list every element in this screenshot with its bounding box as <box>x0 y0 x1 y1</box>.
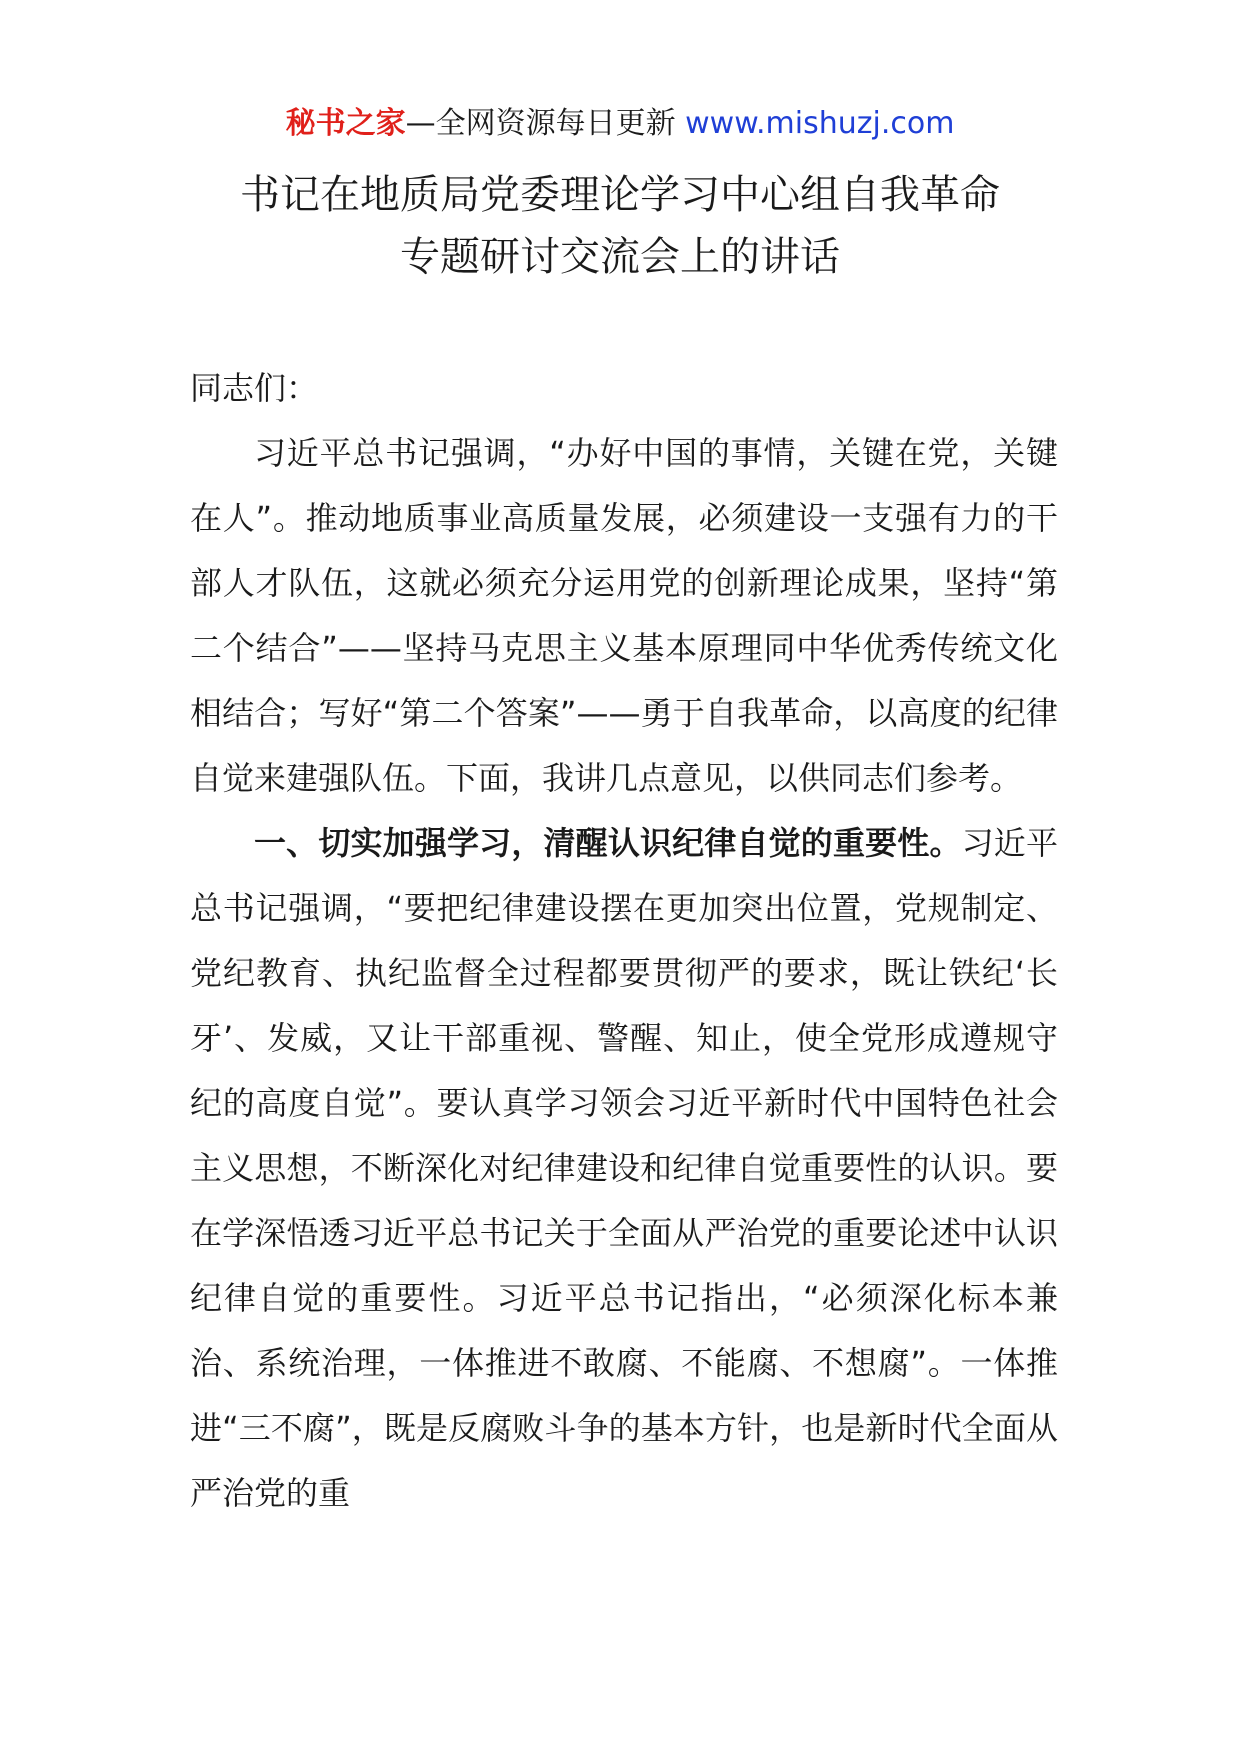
title-line-1: 书记在地质局党委理论学习中心组自我革命 <box>240 172 1000 218</box>
site-tagline: —全网资源每日更新 <box>405 106 686 141</box>
paragraph: 习近平总书记强调，“办好中国的事情，关键在党，关键在人”。推动地质事业高质量发展，必须建设一支强有力的干部人才队伍，这就必须充分运用党的创新理论成果，坚持“第二个结合”——坚持马克思主义基本原理同中华优秀传统文化相结合；写好“第二个答案”——勇于自我革命，以高度的纪律自觉来建强队伍。下面，我讲几点意见，以供同志们参考。 <box>190 434 1058 797</box>
section-body-text: 习近平总书记强调，“要把纪律建设摆在更加突出位置，党规制定、党纪教育、执纪监督全过程都要贯彻严的要求，既让铁纪‘长牙’、发威，又让干部重视、警醒、知止，使全党形成遵规守纪的高度自觉”。要认真学习领会习近平新时代中国特色社会主义思想，不断深化对纪律建设和纪律自觉重要性的认识。要在学深悟透习近平总书记关于全面从严治党的重要论述中认识纪律自觉的重要性。习近平总书记指出，“必须深化标本兼治、系统治理，一体推进不敢腐、不能腐、不想腐”。一体推进“三不腐”，既是反腐败斗争的基本方针，也是新时代全面从严治党的重 <box>190 824 1058 1512</box>
site-brand: 秘书之家 <box>285 106 406 141</box>
section-paragraph <box>190 811 1058 1526</box>
section-heading: 一、切实加强学习，清醒认识纪律自觉的重要性。 <box>254 824 962 862</box>
salutation: 同志们： <box>190 369 319 407</box>
document-title <box>0 164 1240 288</box>
title-line-2: 专题研讨交流会上的讲话 <box>400 234 840 280</box>
document-body <box>190 356 1058 1526</box>
site-banner <box>0 104 1240 144</box>
site-url-link[interactable]: www.mishuzj.com <box>685 106 955 141</box>
